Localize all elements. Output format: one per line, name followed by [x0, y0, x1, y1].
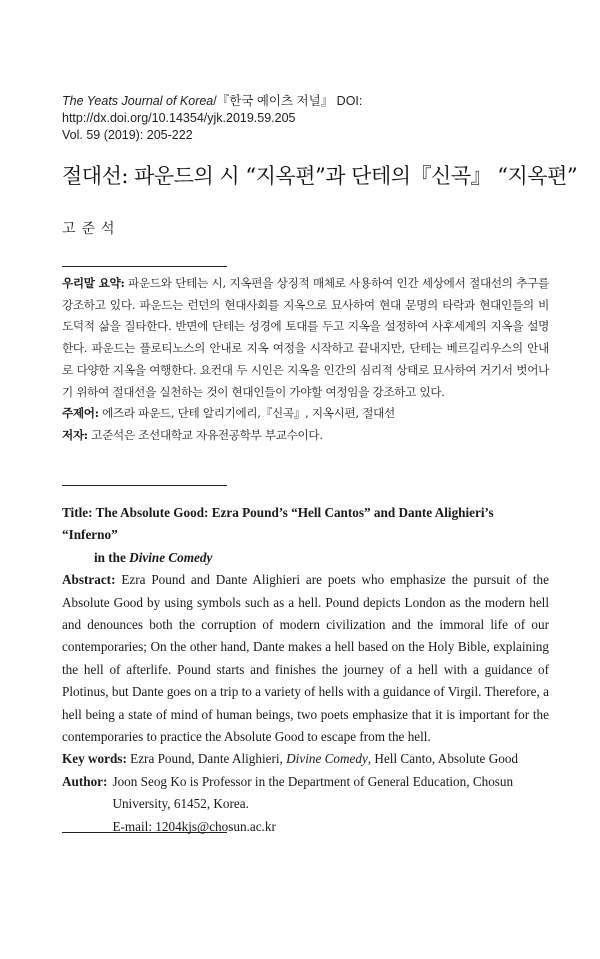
english-abstract-text: Ezra Pound and Dante Alighieri are poets who emphasize the pursuit of the Absolute Good by using symbols such as a hell. Pound depicts London as the modern hell and denounces both the corruption of modern civilization and the immoral life of our contemporaries; On the other hand, Dante makes a hell based on the Holy Bible, explaining the hell of afterlife. Pound starts and finishes the journey of a hell with a guidance of Plotinus, but Dante goes on a trip to a variety of hells with a guidance of Virgil. Therefore, a hell being a state of mind of human beings, two poets emphasize that it is important for the contemporaries to practice the Absolute Good to escape from the hell.: [62, 572, 549, 745]
english-keywords-c: , Hell Canto, Absolute Good: [367, 751, 519, 767]
korean-keywords-label: 주제어:: [62, 406, 99, 421]
korean-author: [62, 425, 549, 447]
article-author: 고준석: [62, 221, 121, 237]
english-title-line1: The Absolute Good: Ezra Pound’s “Hell Cantos” and Dante Alighieri’s “Inferno”: [62, 505, 494, 543]
english-abstract: [62, 569, 549, 748]
english-keywords-a: Ezra Pound, Dante Alighieri,: [130, 751, 283, 767]
journal-header: [62, 93, 582, 144]
english-keywords: [62, 748, 549, 770]
journal-citation: [62, 93, 582, 127]
english-author-email: E-mail: 1204kjs@chosun.ac.kr: [112, 818, 276, 834]
korean-author-text: 고준석은 조선대학교 자유전공학부 부교수이다.: [91, 427, 323, 442]
english-keywords-b: Divine Comedy: [286, 751, 368, 767]
divider-bottom: [62, 832, 227, 833]
korean-abstract-text: 파운드와 단테는 시, 지옥편을 상징적 매체로 사용하여 인간 세상에서 절대선의 추구를 강조하고 있다. 파운드는 런던의 현대사회를 지옥으로 묘사하여 현대 문명의 타락과 현대인들의 비도덕적 삶을 질타한다. 반면에 단테는 성경에 토대를 두고 지옥을 설정하여 사후세계의 지옥을 설명한다. 파운드는 플로티노스의 안내로 지옥 여정을 시작하고 끝내지만, 단테는 베르길리우스의 안내로 다양한 지옥을 여행한다. 요컨대 두 시인은 지옥을 인간의 심리적 상태로 묘사하여 거기서 벗어나기 위하여 절대선을 실천하는 것이 현대인들이 가야할 여정임을 강조하고 있다.: [62, 276, 549, 399]
english-title: [62, 502, 549, 547]
journal-name: The Yeats Journal of Korea: [62, 94, 214, 108]
english-title-line2a: in the: [94, 549, 130, 565]
korean-abstract: [62, 273, 549, 403]
journal-doi: /『한국 예이츠 저널』 DOI: http://dx.doi.org/10.14354/yjk.2019.59.205: [62, 94, 363, 125]
divider-top: [62, 266, 227, 267]
divider-middle: [62, 485, 227, 486]
korean-abstract-label: 우리말 요약:: [62, 276, 125, 290]
english-author-body: [112, 771, 549, 838]
english-title-line2b: Divine Comedy: [129, 549, 213, 565]
english-keywords-label: Key words:: [62, 751, 127, 767]
korean-abstract-block: [62, 273, 549, 447]
journal-volume: Vol. 59 (2019): 205-222: [62, 128, 193, 142]
english-abstract-block: [62, 502, 549, 838]
article-title: 절대선: 파운드의 시 “지옥편”과 단테의『신곡』 “지옥편”: [62, 164, 578, 188]
english-author-text: Joon Seog Ko is Professor in the Department of General Education, Chosun University, 61452, Korea.: [112, 773, 514, 812]
english-title-label: Title:: [62, 505, 93, 520]
english-author-label: Author:: [62, 773, 108, 789]
english-author: [62, 771, 549, 838]
english-title-continued: [62, 547, 549, 569]
korean-author-label: 저자:: [62, 427, 88, 442]
korean-keywords-text: 에즈라 파운드, 단테 알리기에리,『신곡』, 지옥시편, 절대선: [102, 406, 395, 421]
english-abstract-label: Abstract:: [62, 572, 116, 588]
korean-keywords: [62, 403, 549, 425]
